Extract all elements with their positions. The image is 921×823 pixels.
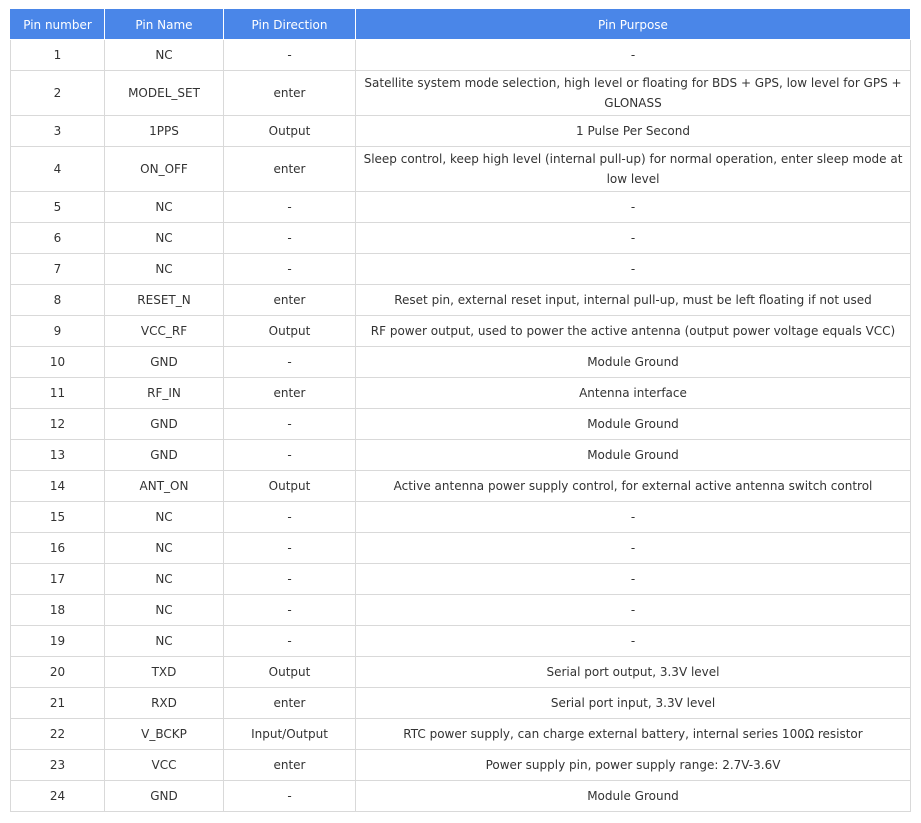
cell-pin-direction: Output xyxy=(224,657,356,688)
cell-pin-name: GND xyxy=(105,347,224,378)
cell-pin-direction: - xyxy=(224,223,356,254)
cell-pin-purpose: Serial port input, 3.3V level xyxy=(356,688,911,719)
cell-pin-name: RF_IN xyxy=(105,378,224,409)
header-pin-direction: Pin Direction xyxy=(224,10,356,40)
cell-pin-number: 9 xyxy=(11,316,105,347)
table-row xyxy=(11,719,911,750)
cell-pin-number: 7 xyxy=(11,254,105,285)
header-row xyxy=(11,10,911,40)
header-pin-purpose: Pin Purpose xyxy=(356,10,911,40)
cell-pin-direction: Output xyxy=(224,116,356,147)
table-row xyxy=(11,781,911,812)
cell-pin-number: 19 xyxy=(11,626,105,657)
cell-pin-direction: - xyxy=(224,192,356,223)
cell-pin-name: NC xyxy=(105,595,224,626)
table-row xyxy=(11,502,911,533)
cell-pin-direction: enter xyxy=(224,285,356,316)
cell-pin-direction: - xyxy=(224,440,356,471)
cell-pin-direction: enter xyxy=(224,750,356,781)
cell-pin-name: NC xyxy=(105,533,224,564)
table-row xyxy=(11,626,911,657)
cell-pin-direction: Input/Output xyxy=(224,719,356,750)
cell-pin-number: 10 xyxy=(11,347,105,378)
cell-pin-name: V_BCKP xyxy=(105,719,224,750)
table-row xyxy=(11,378,911,409)
table-row xyxy=(11,409,911,440)
cell-pin-direction: - xyxy=(224,781,356,812)
cell-pin-purpose: - xyxy=(356,192,911,223)
cell-pin-name: ANT_ON xyxy=(105,471,224,502)
header-pin-name: Pin Name xyxy=(105,10,224,40)
cell-pin-purpose: - xyxy=(356,502,911,533)
table-row xyxy=(11,595,911,626)
cell-pin-purpose: Module Ground xyxy=(356,781,911,812)
cell-pin-number: 15 xyxy=(11,502,105,533)
cell-pin-direction: enter xyxy=(224,71,356,116)
cell-pin-direction: Output xyxy=(224,316,356,347)
cell-pin-name: VCC_RF xyxy=(105,316,224,347)
cell-pin-purpose: Module Ground xyxy=(356,440,911,471)
cell-pin-purpose: - xyxy=(356,595,911,626)
table-row xyxy=(11,533,911,564)
cell-pin-name: ON_OFF xyxy=(105,147,224,192)
cell-pin-number: 6 xyxy=(11,223,105,254)
cell-pin-purpose: Module Ground xyxy=(356,347,911,378)
table-body xyxy=(11,40,911,812)
cell-pin-purpose: Power supply pin, power supply range: 2.7V-3.6V xyxy=(356,750,911,781)
cell-pin-name: GND xyxy=(105,781,224,812)
cell-pin-name: NC xyxy=(105,254,224,285)
cell-pin-purpose: Antenna interface xyxy=(356,378,911,409)
cell-pin-number: 20 xyxy=(11,657,105,688)
cell-pin-direction: - xyxy=(224,409,356,440)
cell-pin-purpose: Sleep control, keep high level (internal pull-up) for normal operation, enter sleep mode at low level xyxy=(356,147,911,192)
cell-pin-number: 2 xyxy=(11,71,105,116)
cell-pin-number: 18 xyxy=(11,595,105,626)
cell-pin-direction: - xyxy=(224,564,356,595)
cell-pin-purpose: - xyxy=(356,564,911,595)
cell-pin-number: 22 xyxy=(11,719,105,750)
cell-pin-purpose: Satellite system mode selection, high level or floating for BDS + GPS, low level for GPS + GLONASS xyxy=(356,71,911,116)
table-row xyxy=(11,223,911,254)
cell-pin-direction: - xyxy=(224,533,356,564)
cell-pin-purpose: RTC power supply, can charge external battery, internal series 100Ω resistor xyxy=(356,719,911,750)
table-row xyxy=(11,71,911,116)
cell-pin-name: 1PPS xyxy=(105,116,224,147)
cell-pin-purpose: RF power output, used to power the active antenna (output power voltage equals VCC) xyxy=(356,316,911,347)
cell-pin-purpose: - xyxy=(356,533,911,564)
header-pin-number: Pin number xyxy=(11,10,105,40)
table-row xyxy=(11,564,911,595)
cell-pin-number: 16 xyxy=(11,533,105,564)
cell-pin-number: 4 xyxy=(11,147,105,192)
cell-pin-purpose: Serial port output, 3.3V level xyxy=(356,657,911,688)
table-row xyxy=(11,750,911,781)
cell-pin-name: GND xyxy=(105,440,224,471)
cell-pin-number: 21 xyxy=(11,688,105,719)
cell-pin-name: RXD xyxy=(105,688,224,719)
cell-pin-number: 8 xyxy=(11,285,105,316)
cell-pin-name: MODEL_SET xyxy=(105,71,224,116)
table-row xyxy=(11,347,911,378)
cell-pin-direction: enter xyxy=(224,378,356,409)
table-row xyxy=(11,192,911,223)
cell-pin-purpose: - xyxy=(356,626,911,657)
cell-pin-direction: - xyxy=(224,595,356,626)
cell-pin-direction: - xyxy=(224,40,356,71)
cell-pin-direction: enter xyxy=(224,147,356,192)
cell-pin-direction: Output xyxy=(224,471,356,502)
cell-pin-name: NC xyxy=(105,564,224,595)
table-row xyxy=(11,254,911,285)
cell-pin-number: 12 xyxy=(11,409,105,440)
cell-pin-direction: - xyxy=(224,626,356,657)
table-row xyxy=(11,285,911,316)
cell-pin-name: RESET_N xyxy=(105,285,224,316)
cell-pin-direction: - xyxy=(224,347,356,378)
table-row xyxy=(11,688,911,719)
cell-pin-number: 24 xyxy=(11,781,105,812)
cell-pin-number: 5 xyxy=(11,192,105,223)
cell-pin-number: 14 xyxy=(11,471,105,502)
cell-pin-name: VCC xyxy=(105,750,224,781)
cell-pin-purpose: - xyxy=(356,40,911,71)
cell-pin-direction: - xyxy=(224,254,356,285)
cell-pin-number: 11 xyxy=(11,378,105,409)
table-row xyxy=(11,657,911,688)
cell-pin-name: NC xyxy=(105,223,224,254)
cell-pin-number: 17 xyxy=(11,564,105,595)
cell-pin-number: 23 xyxy=(11,750,105,781)
cell-pin-name: TXD xyxy=(105,657,224,688)
table-row xyxy=(11,40,911,71)
cell-pin-name: NC xyxy=(105,192,224,223)
table-row xyxy=(11,116,911,147)
cell-pin-purpose: Reset pin, external reset input, internal pull-up, must be left floating if not used xyxy=(356,285,911,316)
table-row xyxy=(11,316,911,347)
cell-pin-purpose: - xyxy=(356,254,911,285)
cell-pin-purpose: Module Ground xyxy=(356,409,911,440)
cell-pin-name: GND xyxy=(105,409,224,440)
cell-pin-purpose: Active antenna power supply control, for external active antenna switch control xyxy=(356,471,911,502)
table-row xyxy=(11,147,911,192)
pin-table xyxy=(10,9,911,812)
cell-pin-direction: enter xyxy=(224,688,356,719)
cell-pin-name: NC xyxy=(105,502,224,533)
cell-pin-number: 13 xyxy=(11,440,105,471)
cell-pin-name: NC xyxy=(105,626,224,657)
cell-pin-name: NC xyxy=(105,40,224,71)
cell-pin-purpose: 1 Pulse Per Second xyxy=(356,116,911,147)
table-row xyxy=(11,440,911,471)
cell-pin-direction: - xyxy=(224,502,356,533)
cell-pin-number: 1 xyxy=(11,40,105,71)
table-row xyxy=(11,471,911,502)
cell-pin-purpose: - xyxy=(356,223,911,254)
cell-pin-number: 3 xyxy=(11,116,105,147)
